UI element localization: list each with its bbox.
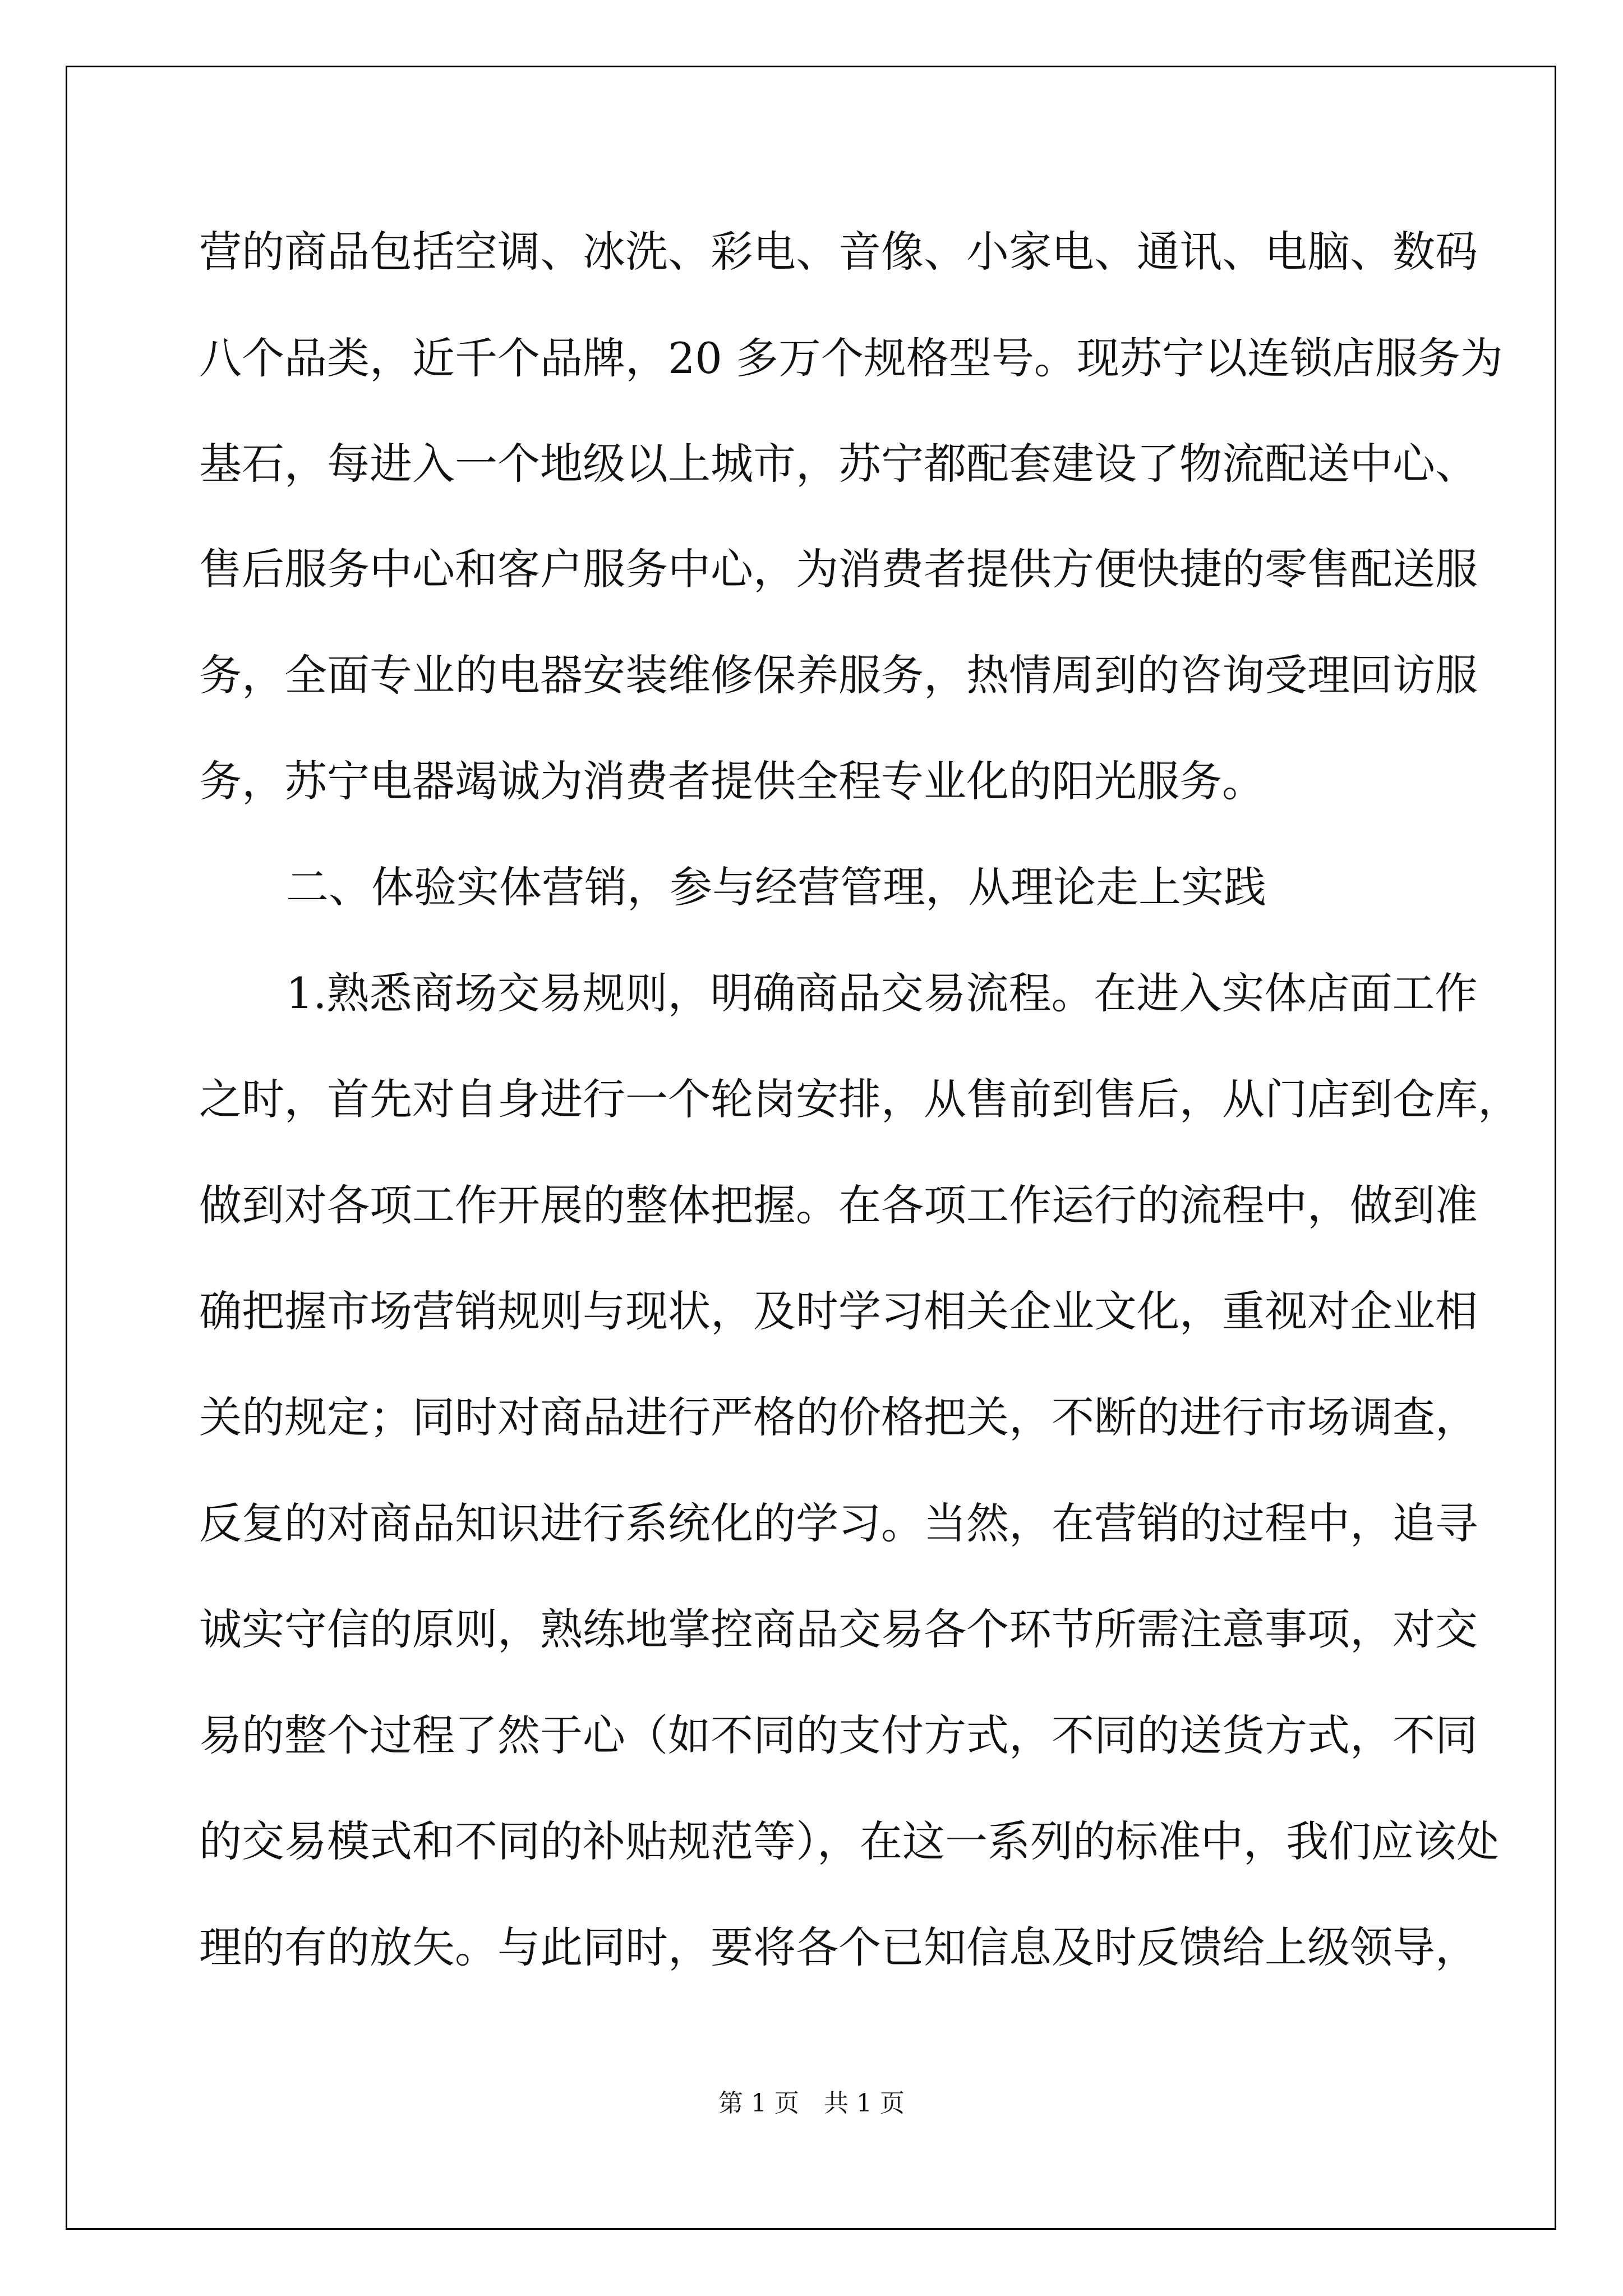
body-line-15: 易的整个过程了然于心（如不同的支付方式，不同的送货方式，不同 xyxy=(199,1710,1478,1760)
section-heading: 二、体验实体营销，参与经营管理，从理论走上实践 xyxy=(286,862,1266,912)
body-line-9: 之时，首先对自身进行一个轮岗安排，从售前到售后，从门店到仓库， xyxy=(199,1074,1520,1124)
body-line-13: 反复的对商品知识进行系统化的学习。当然，在营销的过程中，追寻 xyxy=(199,1498,1478,1548)
body-line-4: 售后服务中心和客户服务中心，为消费者提供方便快捷的零售配送服 xyxy=(199,544,1478,594)
body-line-5: 务，全面专业的电器安装维修保养服务，热情周到的咨询受理回访服 xyxy=(199,650,1478,700)
body-line-2: 八个品类，近千个品牌，20 多万个规格型号。现苏宁以连锁店服务为 xyxy=(199,333,1503,383)
page-border xyxy=(66,66,1556,2230)
body-line-16: 的交易模式和不同的补贴规范等），在这一系列的标准中，我们应该处 xyxy=(199,1816,1499,1866)
body-line-1: 营的商品包括空调、冰洗、彩电、音像、小家电、通讯、电脑、数码 xyxy=(199,227,1478,277)
body-line-8: 1.熟悉商场交易规则，明确商品交易流程。在进入实体店面工作 xyxy=(286,968,1478,1018)
body-line-11: 确把握市场营销规则与现状，及时学习相关企业文化，重视对企业相 xyxy=(199,1286,1478,1336)
body-line-3: 基石，每进入一个地级以上城市，苏宁都配套建设了物流配送中心、 xyxy=(199,439,1478,489)
body-line-17: 理的有的放矢。与此同时，要将各个已知信息及时反馈给上级领导， xyxy=(199,1922,1478,1972)
page-number: 第 1 页 共 1 页 xyxy=(718,2089,905,2118)
body-line-12: 关的规定；同时对商品进行严格的价格把关，不断的进行市场调查， xyxy=(199,1392,1478,1442)
body-line-6: 务，苏宁电器竭诚为消费者提供全程专业化的阳光服务。 xyxy=(199,756,1265,806)
body-line-14: 诚实守信的原则，熟练地掌控商品交易各个环节所需注意事项，对交 xyxy=(199,1604,1478,1654)
body-line-10: 做到对各项工作开展的整体把握。在各项工作运行的流程中，做到准 xyxy=(199,1180,1478,1230)
